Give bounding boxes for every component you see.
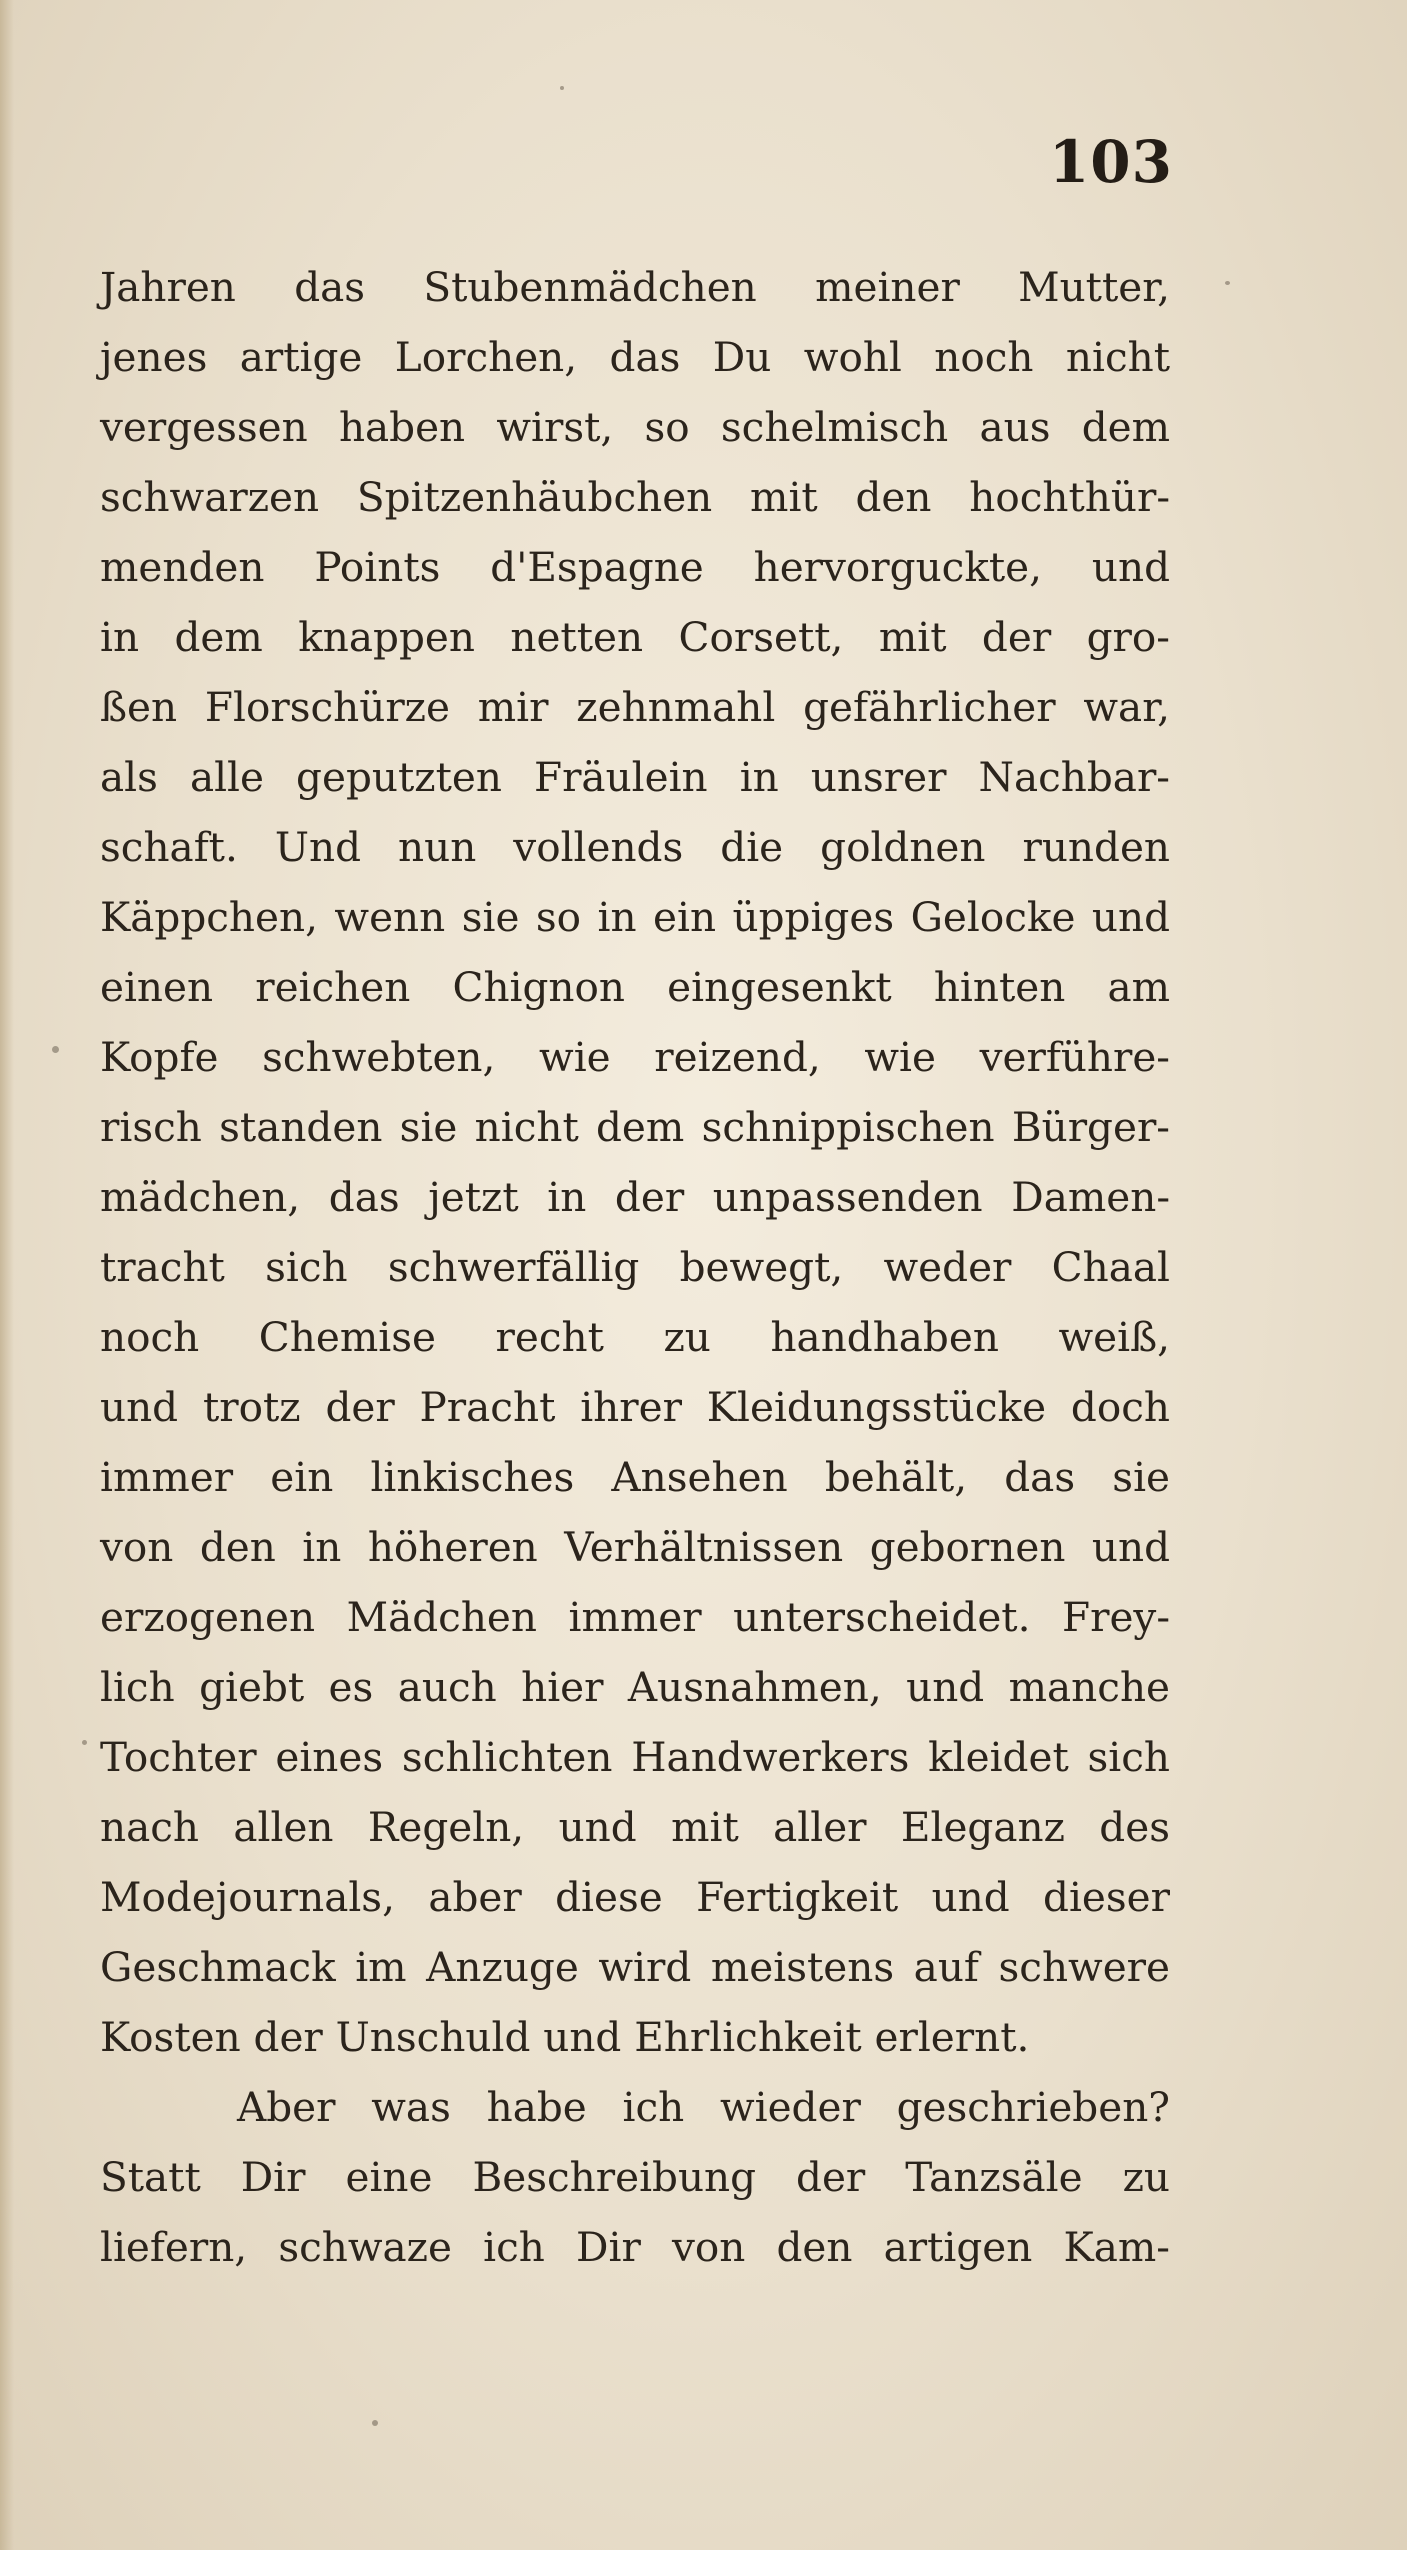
- text-line: jenes artige Lorchen, das Du wohl noch nicht: [100, 333, 1170, 381]
- text-line: liefern, schwaze ich Dir von den artigen Kam-: [100, 2223, 1170, 2271]
- text-line: Modejournals, aber diese Fertigkeit und dieser: [100, 1873, 1170, 1921]
- text-line: erzogenen Mädchen immer unterscheidet. Frey-: [100, 1593, 1170, 1641]
- body-text: [100, 252, 1170, 2282]
- text-line: Statt Dir eine Beschreibung der Tanzsäle zu: [100, 2153, 1170, 2201]
- paper-speck: [560, 86, 564, 90]
- text-line: vergessen haben wirst, so schelmisch aus dem: [100, 403, 1170, 451]
- page-edge-shadow: [0, 0, 14, 2550]
- paper-speck: [52, 1046, 59, 1053]
- text-line: Jahren das Stubenmädchen meiner Mutter,: [100, 263, 1170, 311]
- text-line: immer ein linkisches Ansehen behält, das sie: [100, 1453, 1170, 1501]
- paper-speck: [82, 1740, 87, 1745]
- text-line: Geschmack im Anzuge wird meistens auf schwere: [100, 1943, 1170, 1991]
- page-number: 103: [1048, 128, 1173, 196]
- paper-speck: [372, 2420, 378, 2426]
- text-line: einen reichen Chignon eingesenkt hinten am: [100, 963, 1170, 1011]
- paper-speck: [1225, 281, 1230, 285]
- text-line: von den in höheren Verhältnissen gebornen und: [100, 1523, 1170, 1571]
- text-line: und trotz der Pracht ihrer Kleidungsstücke doch: [100, 1383, 1170, 1431]
- text-line: in dem knappen netten Corsett, mit der gro-: [100, 613, 1170, 661]
- text-line: ßen Florschürze mir zehnmahl gefährlicher war,: [100, 683, 1170, 731]
- text-line: Tochter eines schlichten Handwerkers kleidet sich: [100, 1733, 1170, 1781]
- text-line: Käppchen, wenn sie so in ein üppiges Gelocke und: [100, 893, 1170, 941]
- text-line: Kopfe schwebten, wie reizend, wie verführe-: [100, 1033, 1170, 1081]
- text-line: als alle geputzten Fräulein in unsrer Nachbar-: [100, 753, 1170, 801]
- text-line: tracht sich schwerfällig bewegt, weder Chaal: [100, 1243, 1170, 1291]
- text-line: lich giebt es auch hier Ausnahmen, und manche: [100, 1663, 1170, 1711]
- text-line: menden Points d'Espagne hervorguckte, und: [100, 543, 1170, 591]
- text-line: Kosten der Unschuld und Ehrlichkeit erlernt.: [100, 2013, 1030, 2061]
- text-line: risch standen sie nicht dem schnippischen Bürger-: [100, 1103, 1170, 1151]
- text-line: mädchen, das jetzt in der unpassenden Damen-: [100, 1173, 1170, 1221]
- text-line: noch Chemise recht zu handhaben weiß,: [100, 1313, 1170, 1361]
- paragraph-start-line: Aber was habe ich wieder geschrieben?: [237, 2083, 1170, 2131]
- text-line: schwarzen Spitzenhäubchen mit den hochthür-: [100, 473, 1170, 521]
- text-line: nach allen Regeln, und mit aller Eleganz des: [100, 1803, 1170, 1851]
- text-line: schaft. Und nun vollends die goldnen runden: [100, 823, 1170, 871]
